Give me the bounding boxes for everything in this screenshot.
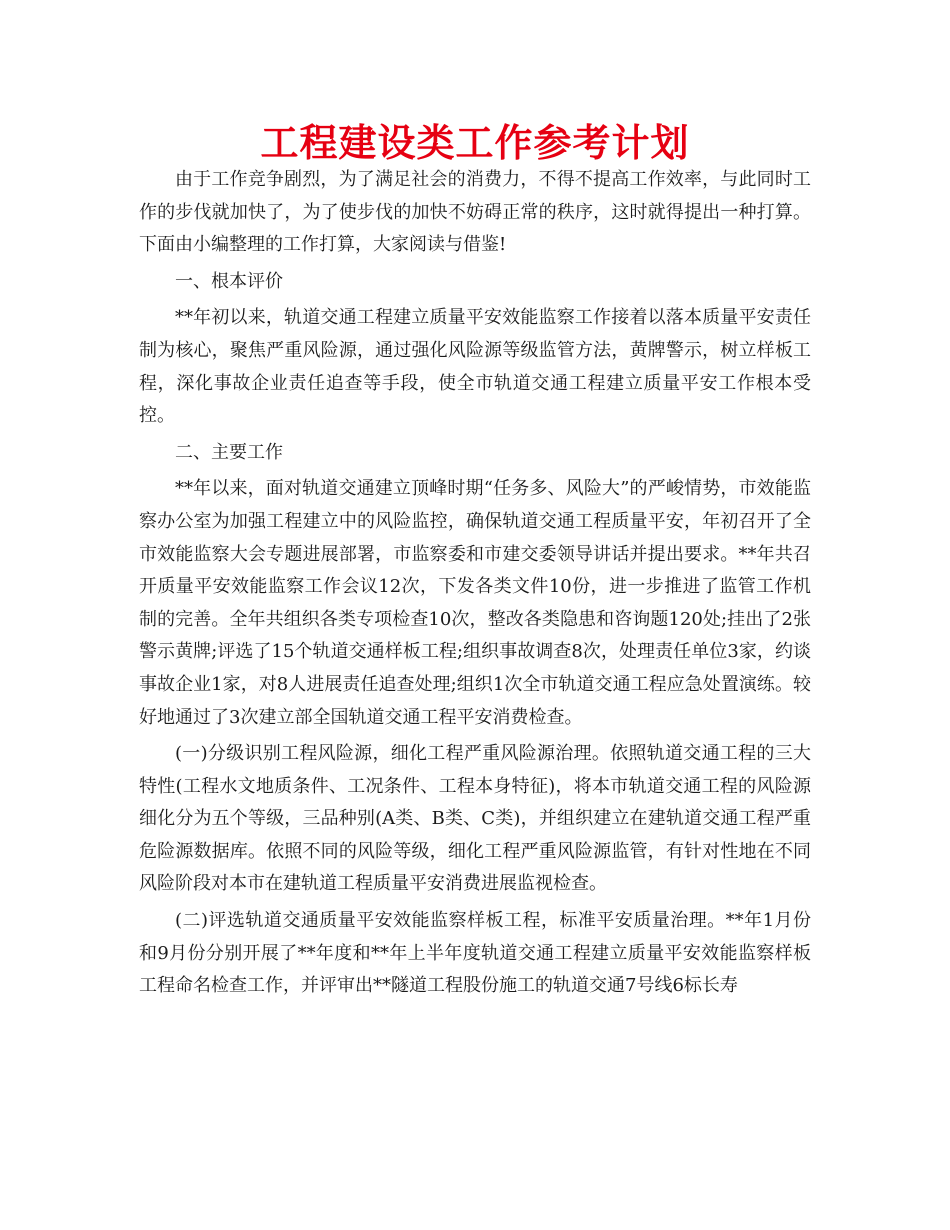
intro-paragraph: 由于工作竞争剧烈，为了满足社会的消费力，不得不提高工作效率，与此同时工作的步伐就加快了，为了使步伐的加快不妨碍正常的秩序，这时就得提出一种打算。下面由小编整理的工作打算，大家阅读与借鉴! <box>139 169 811 256</box>
document-body <box>139 164 811 1007</box>
subsection-risk-source-paragraph: (一)分级识别工程风险源，细化工程严重风险源治理。依照轨道交通工程的三大特性(工程水文地质条件、工况条件、工程本身特征)，将本市轨道交通工程的风险源细化分为五个等级，三品种别(A类、B类、C类)，并组织建立在建轨道交通工程严重危险源数据库。依照不同的风险等级，细化工程严重风险源监管，有针对性地在不同风险阶段对本市在建轨道工程质量平安消费进展监视检查。 <box>139 743 811 895</box>
document-title: 工程建设类工作参考计划 <box>260 121 690 165</box>
section-heading-main-work: 二、主要工作 <box>175 441 283 463</box>
subsection-model-project-paragraph: (二)评选轨道交通质量平安效能监察样板工程，标准平安质量治理。**年1月份和9月份分别开展了**年度和**年上半年度轨道交通工程建立质量平安效能监察样板工程命名检查工作，并评审出**隧道工程股份施工的轨道交通7号线6标长寿 <box>139 910 811 997</box>
main-work-paragraph: **年以来，面对轨道交通建立顶峰时期“任务多、风险大”的严峻情势，市效能监察办公室为加强工程建立中的风险监控，确保轨道交通工程质量平安，年初召开了全市效能监察大会专题进展部署，市监察委和市建交委领导讲话并提出要求。**年共召开质量平安效能监察工作会议12次，下发各类文件10份，进一步推进了监管工作机制的完善。全年共组织各类专项检查10次，整改各类隐患和咨询题120处;挂出了2张警示黄牌;评选了15个轨道交通样板工程;组织事故调查8次，处理责任单位3家，约谈事故企业1家，对8人进展责任追查处理;组织1次全市轨道交通工程应急处置演练。较好地通过了3次建立部全国轨道交通工程平安消费检查。 <box>139 478 811 728</box>
basic-evaluation-paragraph: **年初以来，轨道交通工程建立质量平安效能监察工作接着以落本质量平安责任制为核心，聚焦严重风险源，通过强化风险源等级监管方法，黄牌警示，树立样板工程，深化事故企业责任追查等手段，使全市轨道交通工程建立质量平安工作根本受控。 <box>139 307 811 427</box>
section-heading-basic-evaluation: 一、根本评价 <box>175 270 283 292</box>
